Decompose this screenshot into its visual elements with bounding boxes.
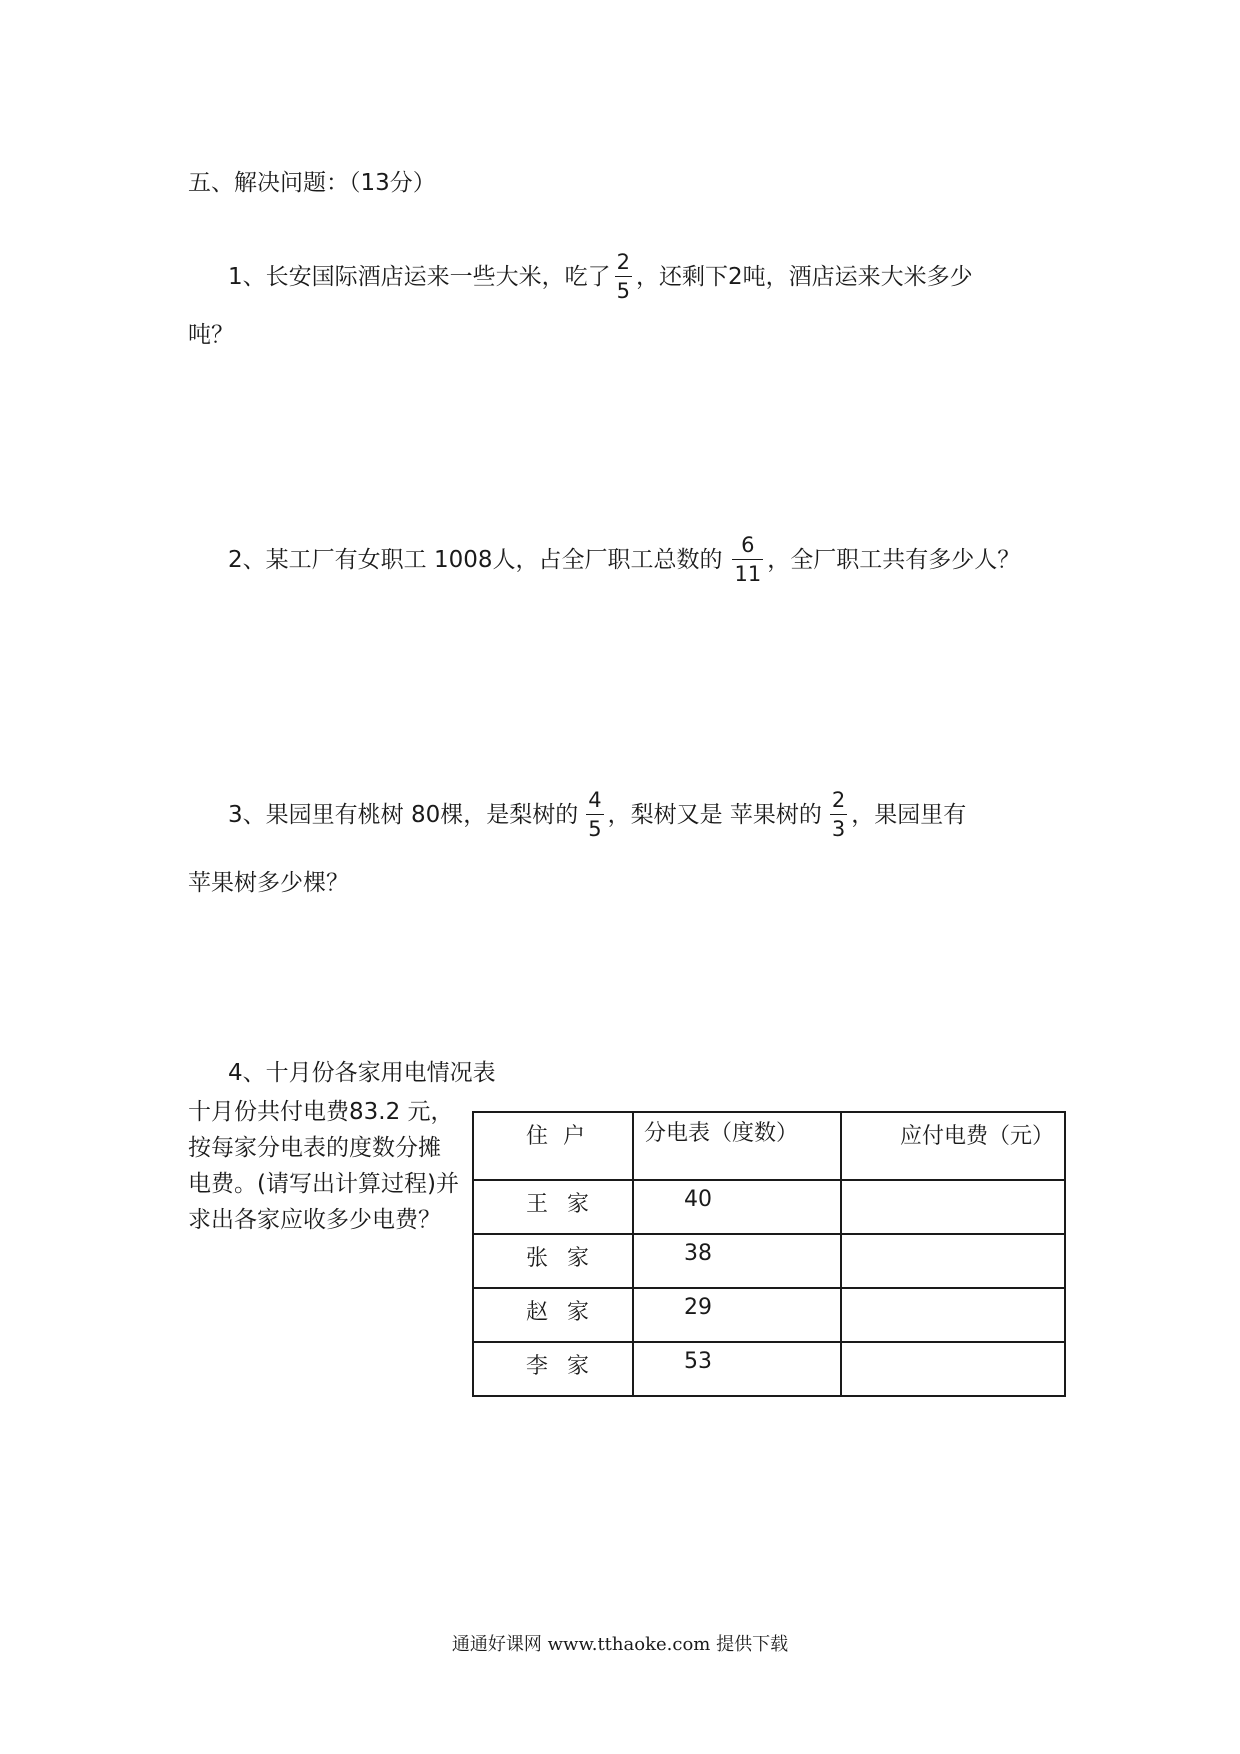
- problem-2-text-before: 2、某工厂有女职工 1008人，占全厂职工总数的: [228, 546, 723, 573]
- fraction: [586, 788, 603, 841]
- header-household: 住 户: [473, 1112, 633, 1180]
- household-cell: 张 家: [473, 1234, 633, 1288]
- fraction: [615, 250, 632, 303]
- table-header-row: [473, 1112, 1065, 1180]
- fee-cell[interactable]: [841, 1288, 1065, 1342]
- page-footer: 通通好课网 www.tthaoke.com 提供下载: [451, 1634, 789, 1655]
- problem-2: [228, 533, 1020, 586]
- household-cell: 王 家: [473, 1180, 633, 1234]
- table-row: [473, 1180, 1065, 1234]
- problem-1-text-before: 1、长安国际酒店运来一些大米，吃了: [228, 263, 611, 290]
- fraction-bar: [830, 814, 847, 815]
- fraction-numerator: 4: [588, 788, 602, 812]
- problem-1: [228, 250, 973, 303]
- fraction-denominator: 5: [588, 817, 602, 841]
- header-meter-reading: 分电表（度数）: [633, 1112, 841, 1180]
- fraction-numerator: 2: [616, 250, 631, 274]
- fee-cell[interactable]: [841, 1234, 1065, 1288]
- table-row: [473, 1342, 1065, 1396]
- table-row: [473, 1234, 1065, 1288]
- fraction-numerator: 6: [741, 533, 755, 557]
- fraction-bar: [586, 814, 603, 815]
- problem-3-text-before: 3、果园里有桃树 80棵，是梨树的: [228, 801, 579, 828]
- table-row: [473, 1288, 1065, 1342]
- fraction-denominator: 5: [616, 279, 631, 303]
- reading-cell: 40: [633, 1180, 841, 1234]
- problem-3: [228, 788, 966, 841]
- fraction-bar: [615, 276, 632, 277]
- household-cell: 赵 家: [473, 1288, 633, 1342]
- problem-4-title: 4、十月份各家用电情况表: [228, 1060, 496, 1086]
- problem-2-text-after: ，全厂职工共有多少人？: [767, 546, 1021, 573]
- problem-3-text-after: ，果园里有: [851, 801, 967, 828]
- fraction-numerator: 2: [831, 788, 846, 812]
- fee-cell[interactable]: [841, 1342, 1065, 1396]
- reading-cell: 38: [633, 1234, 841, 1288]
- problem-3-line-2: 苹果树多少棵？: [188, 870, 349, 896]
- problem-3-text-mid: ，梨树又是 苹果树的: [607, 801, 822, 828]
- household-cell: 李 家: [473, 1342, 633, 1396]
- problem-1-text-after: ，还剩下2吨，酒店运来大米多少: [636, 263, 973, 290]
- fraction: [732, 533, 763, 586]
- fee-cell[interactable]: [841, 1180, 1065, 1234]
- reading-cell: 53: [633, 1342, 841, 1396]
- header-fee: 应付电费（元）: [841, 1112, 1065, 1180]
- reading-cell: 29: [633, 1288, 841, 1342]
- fraction-denominator: 3: [831, 817, 846, 841]
- fraction-bar: [732, 559, 763, 560]
- fraction: [830, 788, 847, 841]
- section-title: 五、解决问题：（13分）: [188, 170, 436, 196]
- problem-1-line-2: 吨？: [188, 322, 234, 348]
- problem-4-description: 十月份共付电费83.2 元，按每家分电表的度数分摊电费。(请写出计算过程)并求出各家应收多少电费？: [188, 1099, 459, 1233]
- electricity-usage-table: [472, 1111, 1066, 1397]
- fraction-denominator: 11: [734, 562, 762, 586]
